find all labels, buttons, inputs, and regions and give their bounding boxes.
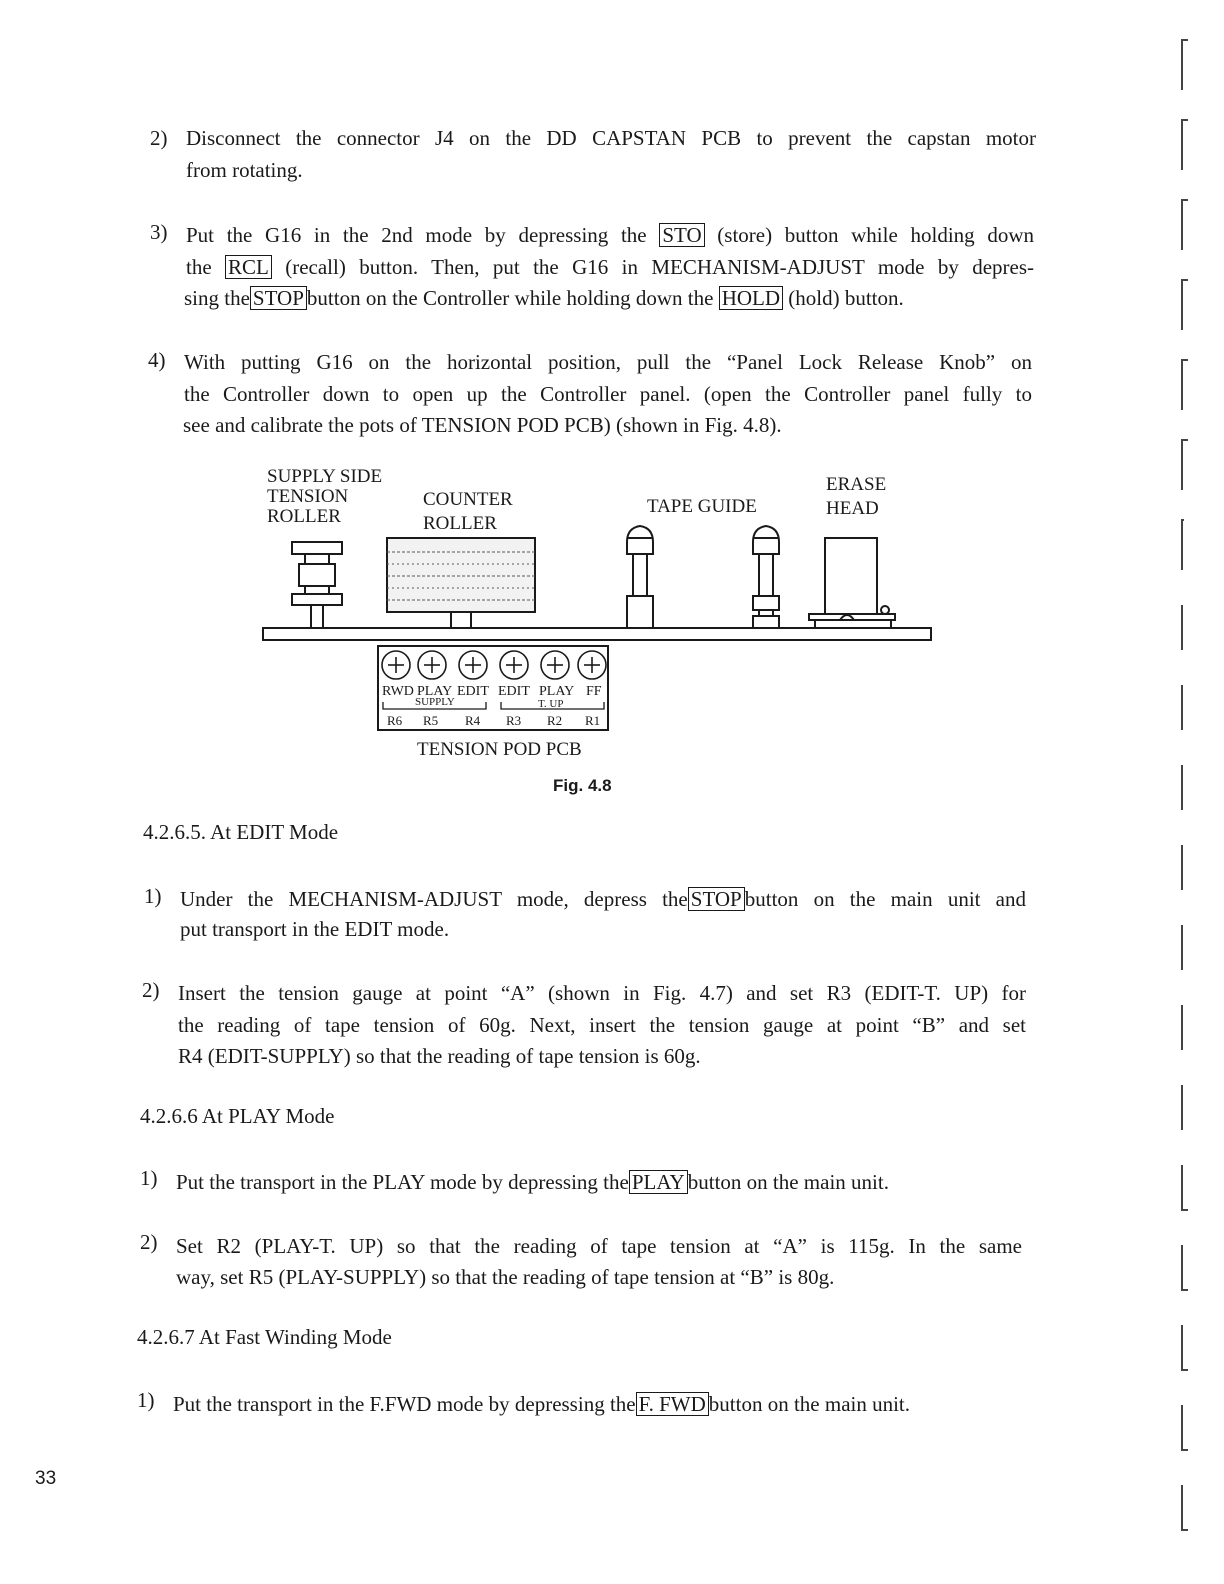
label-tension: TENSION (267, 486, 349, 507)
label-erase: ERASE (826, 474, 887, 495)
label-roller: ROLLER (267, 506, 341, 527)
edit-step-1-line-2: put transport in the EDIT mode. (180, 917, 450, 941)
pcb-func-ff: FF (586, 684, 602, 699)
play-step-1-number: 1) (140, 1166, 158, 1190)
pcb-r5: R5 (423, 713, 439, 728)
tension-pod-pcb (378, 646, 608, 730)
edit-step-1-line-1 (180, 884, 1026, 915)
play-step-1-text-b: button on the main unit. (687, 1170, 889, 1194)
step-4-line-1: With putting G16 on the horizontal position, pull the “Panel Lock Release Knob” on (184, 350, 1032, 374)
sto-key-label: STO (659, 223, 704, 247)
step-3-line-3 (184, 283, 904, 314)
label-counter-roller: ROLLER (423, 513, 497, 534)
rcl-key-label: RCL (225, 255, 272, 279)
step-4-number: 4) (148, 348, 166, 372)
step-4-line-2: the Controller down to open up the Controller panel. (open the Controller panel fully to (184, 382, 1032, 406)
pcb-func-play-supply: PLAY (417, 684, 453, 699)
edit-step-2-line-1: Insert the tension gauge at point “A” (shown in Fig. 4.7) and set R3 (EDIT-T. UP) for (178, 981, 1026, 1005)
ffwd-key-label: F. FWD (636, 1392, 709, 1416)
step-4-line-3: see and calibrate the pots of TENSION POD PCB) (shown in Fig. 4.8). (183, 413, 782, 437)
edit-step-2-number: 2) (142, 978, 160, 1002)
step-3-line-2 (186, 252, 1034, 283)
fig-4-8-diagram (255, 462, 945, 762)
pcb-r1: R1 (585, 713, 601, 728)
heading-fast-winding-mode: 4.2.6.7 At Fast Winding Mode (137, 1325, 392, 1349)
tape-guide-right (753, 526, 779, 628)
step-3-text-f: button on the Controller while holding down the (306, 286, 719, 310)
edit-step-1-text-b: button on the main unit and (744, 887, 1026, 911)
step-2-line-1: Disconnect the connector J4 on the DD CAPSTAN PCB to prevent the capstan motor (186, 126, 1036, 150)
baseplate (263, 628, 931, 640)
pcb-r2: R2 (547, 713, 563, 728)
step-3-text-a: Put the G16 in the 2nd mode by depressing the (186, 223, 660, 247)
page-number: 33 (35, 1468, 57, 1489)
label-tape-guide: TAPE GUIDE (647, 496, 757, 517)
pcb-r6: R6 (387, 713, 403, 728)
edit-step-1-text-a: Under the MECHANISM-ADJUST mode, depress the (180, 887, 688, 911)
tape-guide-left (627, 526, 653, 628)
pcb-func-rwd: RWD (382, 684, 414, 699)
pcb-r4: R4 (465, 713, 481, 728)
edit-step-2-line-2: the reading of tape tension of 60g. Next, insert the tension gauge at point “B” and set (178, 1013, 1026, 1037)
figure-caption: Fig. 4.8 (553, 776, 612, 795)
play-step-2-line-2: way, set R5 (PLAY-SUPPLY) so that the reading of tape tension at “B” is 80g. (176, 1265, 835, 1289)
step-3-text-d: (recall) button. Then, put the G16 in MECHANISM-ADJUST mode by depres- (271, 255, 1035, 279)
step-3-text-g: (hold) button. (783, 286, 904, 310)
binding-edge-marks (1160, 30, 1200, 1550)
label-supply-side: SUPPLY SIDE (267, 466, 383, 487)
fast-step-1-line-1 (173, 1389, 910, 1420)
hold-key-label: HOLD (719, 286, 783, 310)
play-step-2-line-1: Set R2 (PLAY-T. UP) so that the reading of tape tension at “A” is 115g. In the same (176, 1234, 1022, 1258)
erase-head (809, 538, 895, 628)
counter-roller (387, 538, 535, 628)
step-2-number: 2) (150, 126, 168, 150)
step-3-text-e: sing the (184, 286, 250, 310)
step-2-line-2: from rotating. (186, 158, 303, 182)
heading-play-mode: 4.2.6.6 At PLAY Mode (140, 1104, 335, 1128)
supply-tension-roller (292, 542, 342, 628)
step-3-text-c: the (186, 255, 226, 279)
step-3-text-b: (store) button while holding down (704, 223, 1035, 247)
pcb-func-edit-tup: EDIT (498, 684, 530, 699)
play-step-2-number: 2) (140, 1230, 158, 1254)
label-counter: COUNTER (423, 489, 513, 510)
pcb-group-tup: T. UP (538, 698, 564, 710)
stop-key-label-edit: STOP (688, 887, 745, 911)
step-3-line-1 (186, 220, 1034, 251)
pcb-title: TENSION POD PCB (417, 739, 582, 760)
pcb-group-supply: SUPPLY (415, 696, 455, 708)
play-step-1-line-1 (176, 1167, 889, 1198)
heading-edit-mode: 4.2.6.5. At EDIT Mode (143, 820, 339, 844)
label-head: HEAD (826, 498, 879, 519)
pcb-func-edit-supply: EDIT (457, 684, 489, 699)
stop-key-label: STOP (250, 286, 307, 310)
pcb-r3: R3 (506, 713, 522, 728)
step-3-number: 3) (150, 220, 168, 244)
fast-step-1-text-a: Put the transport in the F.FWD mode by depressing the (173, 1392, 636, 1416)
pcb-func-play-tup: PLAY (539, 684, 575, 699)
play-key-label: PLAY (629, 1170, 688, 1194)
fast-step-1-text-b: button on the main unit. (708, 1392, 911, 1416)
edit-step-1-number: 1) (144, 884, 162, 908)
play-step-1-text-a: Put the transport in the PLAY mode by depressing the (176, 1170, 629, 1194)
edit-step-2-line-3: R4 (EDIT-SUPPLY) so that the reading of tape tension is 60g. (178, 1044, 701, 1068)
fast-step-1-number: 1) (137, 1388, 155, 1412)
